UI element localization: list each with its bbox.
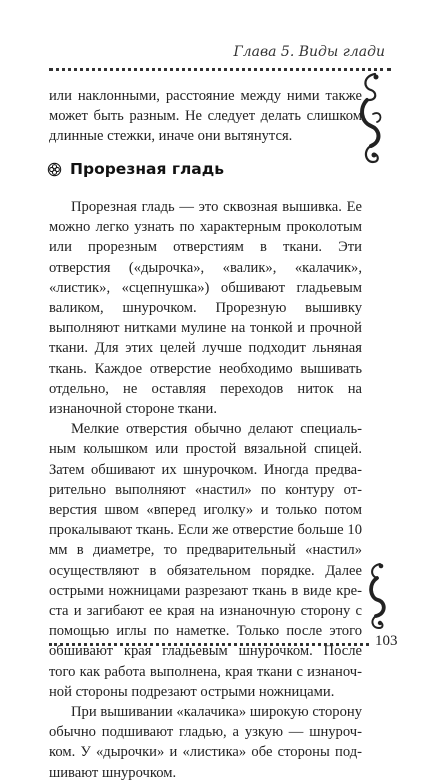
footer-dotted-rule — [49, 643, 369, 646]
flower-bullet-icon — [47, 162, 62, 177]
paragraph-2: Мелкие отверстия обычно делают специальным колышком или простой вязальной спицей. Затем обшивают их шнурочком. Иногда предварительно выполняют «настил» по контуру отверстия швом «вперед иголку» и только потом прокалывают ткань. Если же отверстие больше 10 мм в диаметре, то предварительный «настил» осуществляют в обязательном порядке. Далее острыми ножницами разрезают ткань в виде креста и загибают ее края на изнаночную сторону с помощью иглы по наметке. Только после этого обшивают края гладьевым шнурочком. После того как работа выполнена, края ткани с изнаночной стороны подрезают острыми ножницами. — [49, 421, 362, 700]
section-title: Прорезная гладь — [70, 160, 225, 178]
swirl-ornament-icon — [362, 560, 392, 632]
page-number: 103 — [375, 633, 398, 649]
paragraph-3: При вышивании «калачика» широкую сторону обычно подшивают гладью, а узкую — шнурочком. У «дырочки» и «листика» обе стороны подшивают шнурочком. — [49, 704, 362, 781]
continuation-text-block — [49, 86, 362, 147]
header-dotted-rule — [49, 68, 391, 71]
section-text-block — [49, 197, 362, 783]
running-head: Глава 5. Виды глади — [233, 44, 385, 60]
continuation-paragraph: или наклонными, расстояние между ними также может быть разным. Не следует делать слишком длинные стежки, иначе они вытянутся. — [49, 88, 362, 145]
paragraph-1: Прорезная гладь — это сквозная вышивка. Ее можно легко узнать по характерным проколотым или прорезным отверстиям в ткани. Эти отверстия («дырочка», «валик», «калачик», «листик», «сцепнушка») обшивают гладьевым валиком, шнурочком. Прорезную вышивку выполняют нитками мулине на тонкой и прочной ткани. Для этих целей лучше подходит льняная ткань. Каждое отверстие необходимо вышивать отдельно, не оставляя переходов ниток на изнаночной стороне ткани. — [49, 199, 362, 418]
section-heading — [47, 160, 224, 178]
